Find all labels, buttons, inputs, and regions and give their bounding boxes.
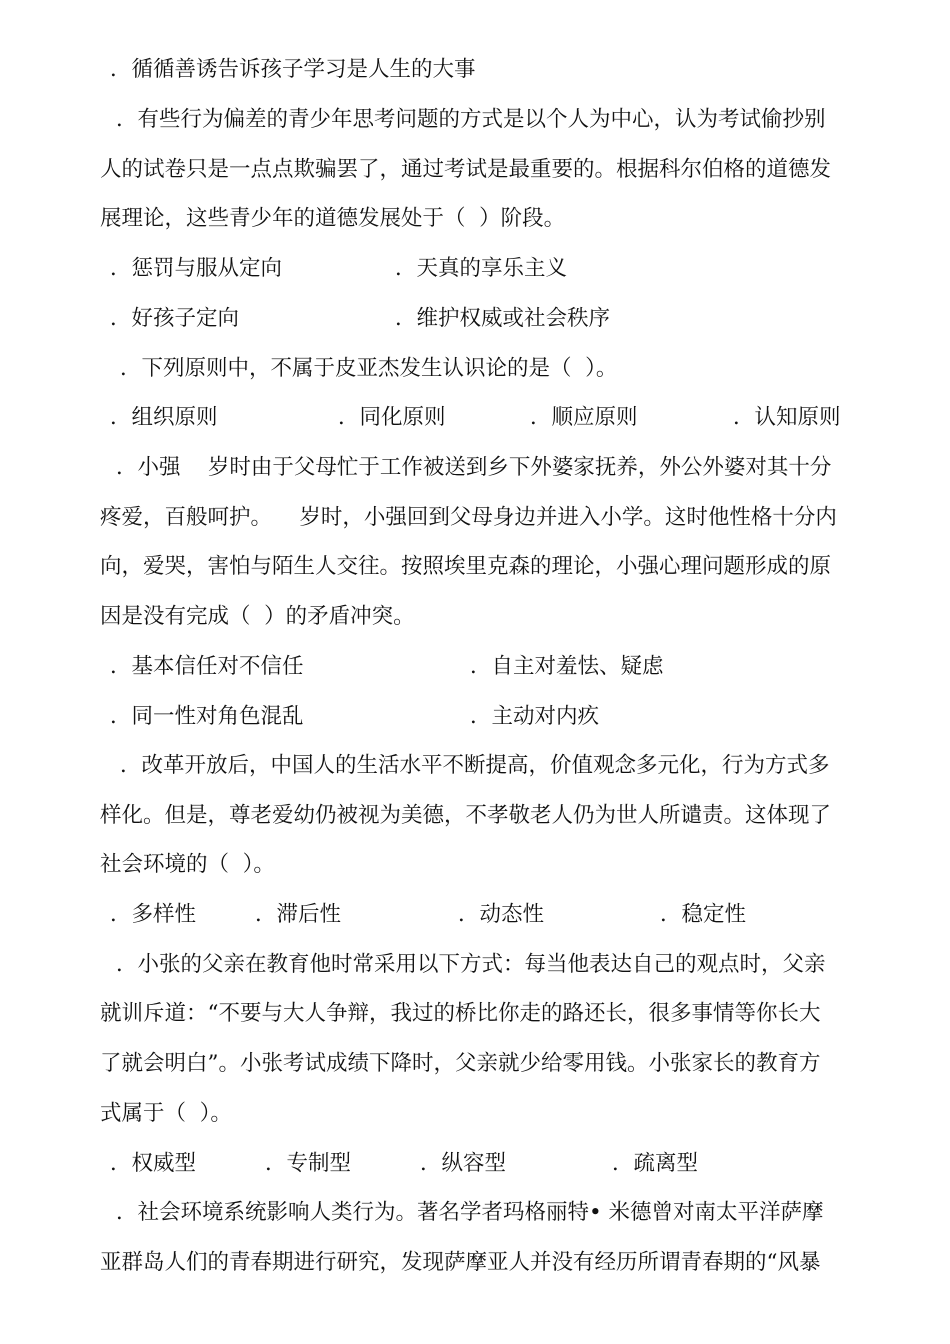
question-stem-line: ．下列原则中，不属于皮亚杰发生认识论的是（ ）。 [120,356,618,381]
option-c: ．同一性对角色混乱 [110,704,304,729]
question-stem-line: ．小张的父亲在教育他时常采用以下方式：每当他表达自己的观点时，父亲 [116,952,826,977]
option-a: ．权威型 [110,1151,197,1176]
option-c: ．好孩子定向 [110,306,240,331]
option-d: ．维护权威或社会秩序 [395,306,611,331]
option-b: ．专制型 [265,1151,352,1176]
question-stem-line: ．小强 岁时由于父母忙于工作被送到乡下外婆家抚养，外公外婆对其十分 [116,455,832,480]
option-d: ．认知原则 [733,405,841,430]
question-stem-line: 了就会明白”。小张考试成绩下降时，父亲就少给零用钱。小张家长的教育方 [100,1051,821,1076]
option-b: ．滞后性 [255,902,342,927]
question-stem-line: 亚群岛人们的青春期进行研究，发现萨摩亚人并没有经历所谓青春期的“风暴 [100,1250,821,1275]
question-stem-line: ．有些行为偏差的青少年思考问题的方式是以个人为中心，认为考试偷抄别 [116,107,826,132]
question-stem-line: ．社会环境系统影响人类行为。著名学者玛格丽特• 米德曾对南太平洋萨摩 [116,1200,824,1225]
question-stem-line: ．改革开放后，中国人的生活水平不断提高，价值观念多元化，行为方式多 [120,753,830,778]
option-b: ．同化原则 [338,405,446,430]
option-b: ．自主对羞怯、疑虑 [470,654,664,679]
option-c: ．顺应原则 [530,405,638,430]
option-a: ．惩罚与服从定向 [110,256,283,281]
question-stem-line: 向，爱哭，害怕与陌生人交往。按照埃里克森的理论，小强心理问题形成的原 [100,554,832,579]
option-b: ．天真的享乐主义 [395,256,568,281]
option-c: ．纵容型 [420,1151,507,1176]
option-d: ．循循善诱告诉孩子学习是人生的大事 [110,57,476,82]
option-a: ．基本信任对不信任 [110,654,304,679]
option-d: ．主动对内疚 [470,704,600,729]
question-stem-line: 展理论，这些青少年的道德发展处于（ ）阶段。 [100,206,566,231]
option-d: ．稳定性 [660,902,747,927]
question-stem-line: 式属于（ ）。 [100,1101,232,1126]
option-a: ．组织原则 [110,405,218,430]
question-stem-line: 样化。但是，尊老爱幼仍被视为美德，不孝敬老人仍为世人所谴责。这体现了 [100,803,832,828]
question-stem-line: 疼爱，百般呵护。 岁时，小强回到父母身边并进入小学。这时他性格十分内 [100,505,837,530]
option-a: ．多样性 [110,902,197,927]
question-stem-line: 就训斥道：“不要与大人争辩，我过的桥比你走的路还长，很多事情等你长大 [100,1001,821,1026]
question-stem-line: 社会环境的（ ）。 [100,852,275,877]
option-d: ．疏离型 [612,1151,699,1176]
option-c: ．动态性 [458,902,545,927]
question-stem-line: 因是没有完成（ ）的矛盾冲突。 [100,604,415,629]
question-stem-line: 人的试卷只是一点点欺骗罢了，通过考试是最重要的。根据科尔伯格的道德发 [100,157,832,182]
